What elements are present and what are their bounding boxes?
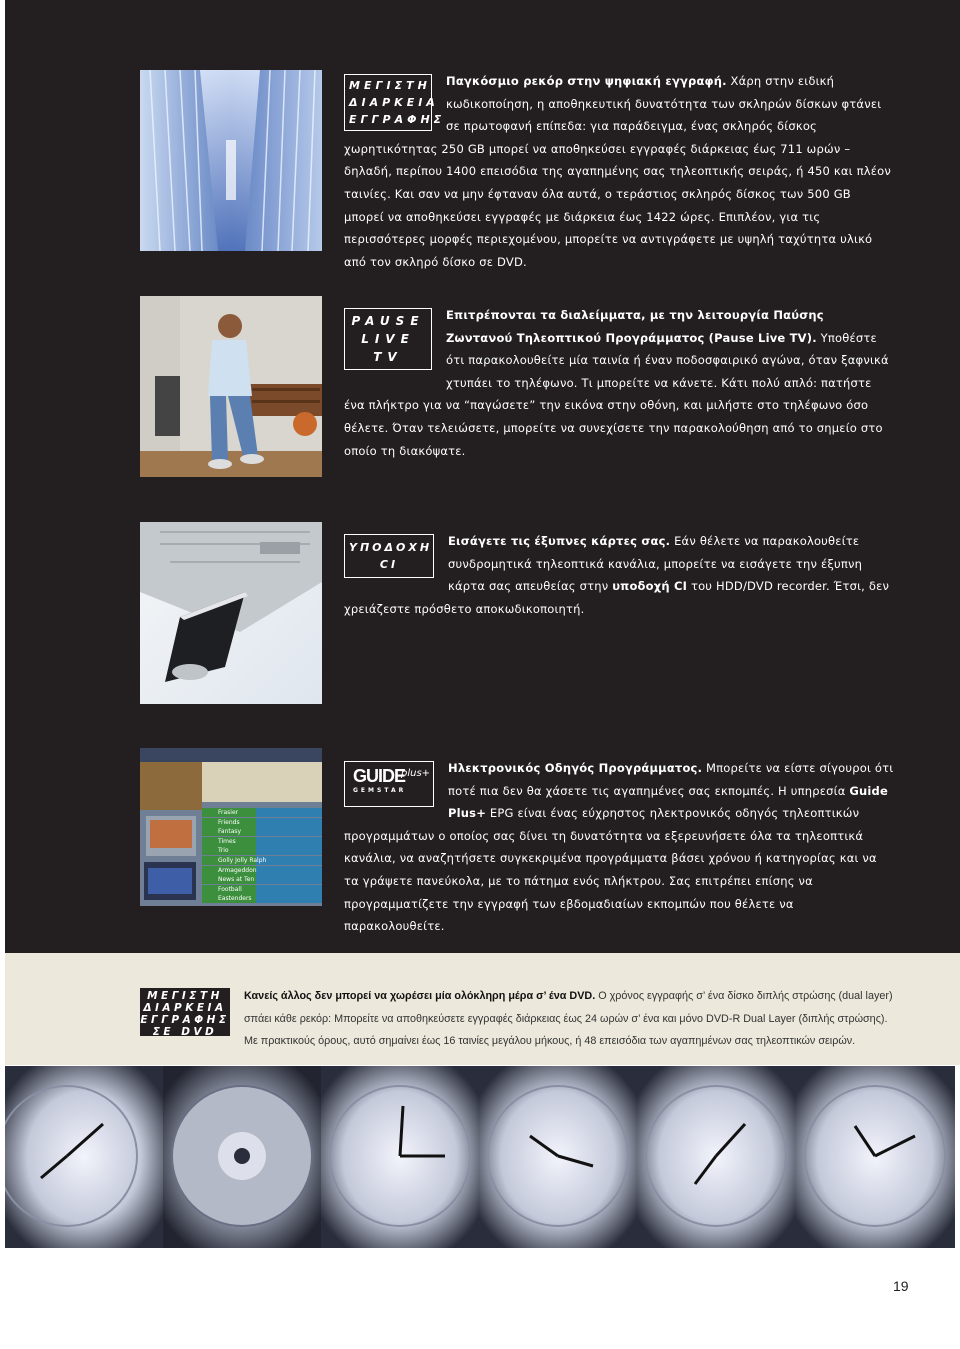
clock-strip [5, 1066, 955, 1248]
section-bold-term: Guide Plus+ [448, 783, 888, 821]
tag-line: ΥΠΟΔΟΧΗ [349, 541, 433, 554]
section-lead: Επιτρέπονται τα διαλείμματα, με την λειτουργία Παύσης Ζωντανού Τηλεοπτικού Προγράμματος (Pause Live TV). [446, 308, 824, 345]
tag-pause-live-tv [344, 308, 432, 370]
section-body: Υποθέστε ότι παρακολουθείτε μία ταινία ή έναν ποδοσφαιρικό αγώνα, όταν ξαφνικά χτυπάει το τηλέφωνο. Τι μπορείτε να κάνετε. Κάτι πολύ απλό: πατήστε ένα πλήκτρο για να “παγώσετε” την εικόνα στην οθόνη, και μιλήστε στο τηλέφωνο όσο θέλετε. Όταν τελειώσετε, μπορείτε να συνεχίσετε την παρακολούθηση από το σημείο στο οποίο τη διακόψατε. [344, 330, 889, 458]
section-ci-slot [344, 530, 894, 620]
tag-line: ΜΕΓΙΣΤΗ [147, 990, 223, 1002]
epg-row [202, 894, 322, 903]
epg-screen-photo [140, 748, 322, 906]
epg-row-title: Eastenders [218, 895, 252, 903]
dvd-body: Ο χρόνος εγγραφής σ’ ένα δίσκο διπλής στρώσης (dual layer) σπάει κάθε ρεκόρ: Μπορείτε να αποθηκεύσετε εγγραφές διάρκειας έως 24 ωρών σ’ ένα και μόνο DVD-R Dual Layer (διπλής στρώσης). Με πρακτικούς όρους, αυτό σημαίνει έως 16 ταινίες μεγάλου μήκους, ή 48 επεισόδια των αγαπημένων σας τηλεοπτικών σειρών. [244, 990, 893, 1047]
clock-face-3 [479, 1066, 637, 1248]
glass-corridor-photo [140, 70, 322, 251]
tag-line: PAUSE [351, 314, 425, 328]
section-body: Χάρη στην ειδική κωδικοποίηση, η αποθηκευτική δυνατότητα των σκληρών δίσκων φτάνει σε πρωτοφανή επίπεδα: για παράδειγμα, ένας σκληρός δίσκος χωρητικότητας 250 GB μπορεί να αποθηκεύσει εγγραφές διάρκειας έως 711 ωρών – δηλαδή, περίπου 1400 επεισόδια της αγαπημένης σας τηλεοπτικής σειράς, ή 450 και πλέον ταινίες. Και σαν να μην έφταναν όλα αυτά, ο τεράστιος σκληρός δίσκος των 500 GB μπορεί να αποθηκεύσει εγγραφές με διάρκεια έως 1422 ώρες. Επιπλέον, για τις περισσότερες μορφές περιεχομένου, μπορείτε να αντιγράφετε με υψηλή ταχύτητα υλικό από τον σκληρό δίσκο σε DVD. [344, 74, 891, 269]
logo-text: GUIDE [353, 766, 406, 786]
section-body: Μπορείτε να είστε σίγουροι ότι ποτέ πια δεν θα χάσετε τις αγαπημένες σας εκπομπές. Η υπηρεσία [448, 761, 894, 798]
dvd-disc [163, 1066, 321, 1248]
tag-line: ΜΕΓΙΣΤΗ [349, 79, 431, 92]
epg-row [202, 866, 322, 875]
section-body: EPG είναι ένας εύχρηστος ηλεκτρονικός οδηγός τηλεοπτικών προγραμμάτων ο οποίος σας δίνει τη δυνατότητα να εξερευνήσετε όλα τα τηλεοπτικά κανάλια, να αναζητήσετε συγκεκριμένα προγράμματα βάσει χρόνου ή κατηγορίας και να τα γράψετε πανεύκολα, με το πάτημα ενός πλήκτρου. Σας επιτρέπει επίσης να προγραμματίζετε την εγγραφή των εβδομαδιαίων εκπομπών που θέλετε να παρακολουθείτε. [344, 806, 877, 934]
tag-max-dvd-recording [140, 988, 230, 1036]
clock-face-5 [795, 1066, 955, 1248]
section-body: Εάν θέλετε να παρακολουθείτε συνδρομητικά τηλεοπτικά κανάλια, μπορείτε να εισάγετε την έξυπνη κάρτα σας απευθείας στην [448, 534, 863, 594]
epg-row-title: News at Ten [218, 876, 255, 884]
epg-row [202, 875, 322, 884]
tag-line: ΕΓΓΡΑΦΗΣ [140, 1014, 230, 1026]
epg-row [202, 827, 322, 836]
epg-row-title: Fantasy [218, 828, 242, 836]
section-lead: Ηλεκτρονικός Οδηγός Προγράμματος. [448, 761, 703, 775]
tag-line: ΕΓΓΡΑΦΗΣ [349, 113, 446, 126]
epg-row-title: Trio [218, 847, 229, 855]
epg-row [202, 856, 322, 865]
epg-row [202, 818, 322, 827]
page-number: 19 [893, 1278, 909, 1294]
dvd-info-text [244, 985, 894, 1053]
epg-row [202, 808, 322, 817]
section-pause-live-tv [344, 304, 894, 462]
epg-row-title: Friends [218, 818, 240, 826]
logo-plus: plus+ [401, 768, 431, 779]
dvd-lead: Κανείς άλλος δεν μπορεί να χωρέσει μία ολόκληρη μέρα σ’ ένα DVD. [244, 990, 596, 1002]
section-bold-term: υποδοχή CI [612, 579, 688, 594]
tag-line: CI [379, 558, 399, 571]
epg-row-title: Football [218, 885, 242, 893]
tag-line: ΔΙΑΡΚΕΙΑ [349, 96, 439, 109]
section-lead: Παγκόσμιο ρεκόρ στην ψηφιακή εγγραφή. [446, 74, 727, 88]
epg-row-title: Golly Jolly Ralph [218, 856, 267, 864]
section-epg [344, 757, 894, 938]
epg-row [202, 846, 322, 855]
logo-sub: GEMSTAR [353, 787, 407, 794]
clock-face-2 [321, 1066, 479, 1248]
clock-face-4 [637, 1066, 795, 1248]
tag-line: ΣΕ DVD [152, 1026, 218, 1038]
clock-face-1 [5, 1066, 163, 1248]
epg-rows [202, 808, 322, 904]
section-lead: Εισάγετε τις έξυπνες κάρτες σας. [448, 534, 671, 548]
epg-row-title: Frasier [218, 809, 239, 816]
section-max-recording [344, 70, 894, 273]
epg-row [202, 885, 322, 894]
epg-row-title: Times [218, 837, 236, 845]
tag-max-recording [344, 74, 446, 131]
epg-row-title: Armageddon [218, 866, 257, 874]
ci-slot-photo [140, 522, 322, 704]
tag-line: ΔΙΑΡΚΕΙΑ [143, 1002, 227, 1014]
guide-plus-logo [344, 761, 434, 807]
epg-row [202, 837, 322, 846]
tag-ci-slot [344, 534, 434, 578]
section-body: του HDD/DVD recorder. Έτσι, δεν χρειάζεστε πρόσθετο αποκωδικοποιητή. [344, 579, 890, 616]
tag-line: LIVE TV [361, 332, 415, 364]
man-on-phone-photo [140, 296, 322, 477]
